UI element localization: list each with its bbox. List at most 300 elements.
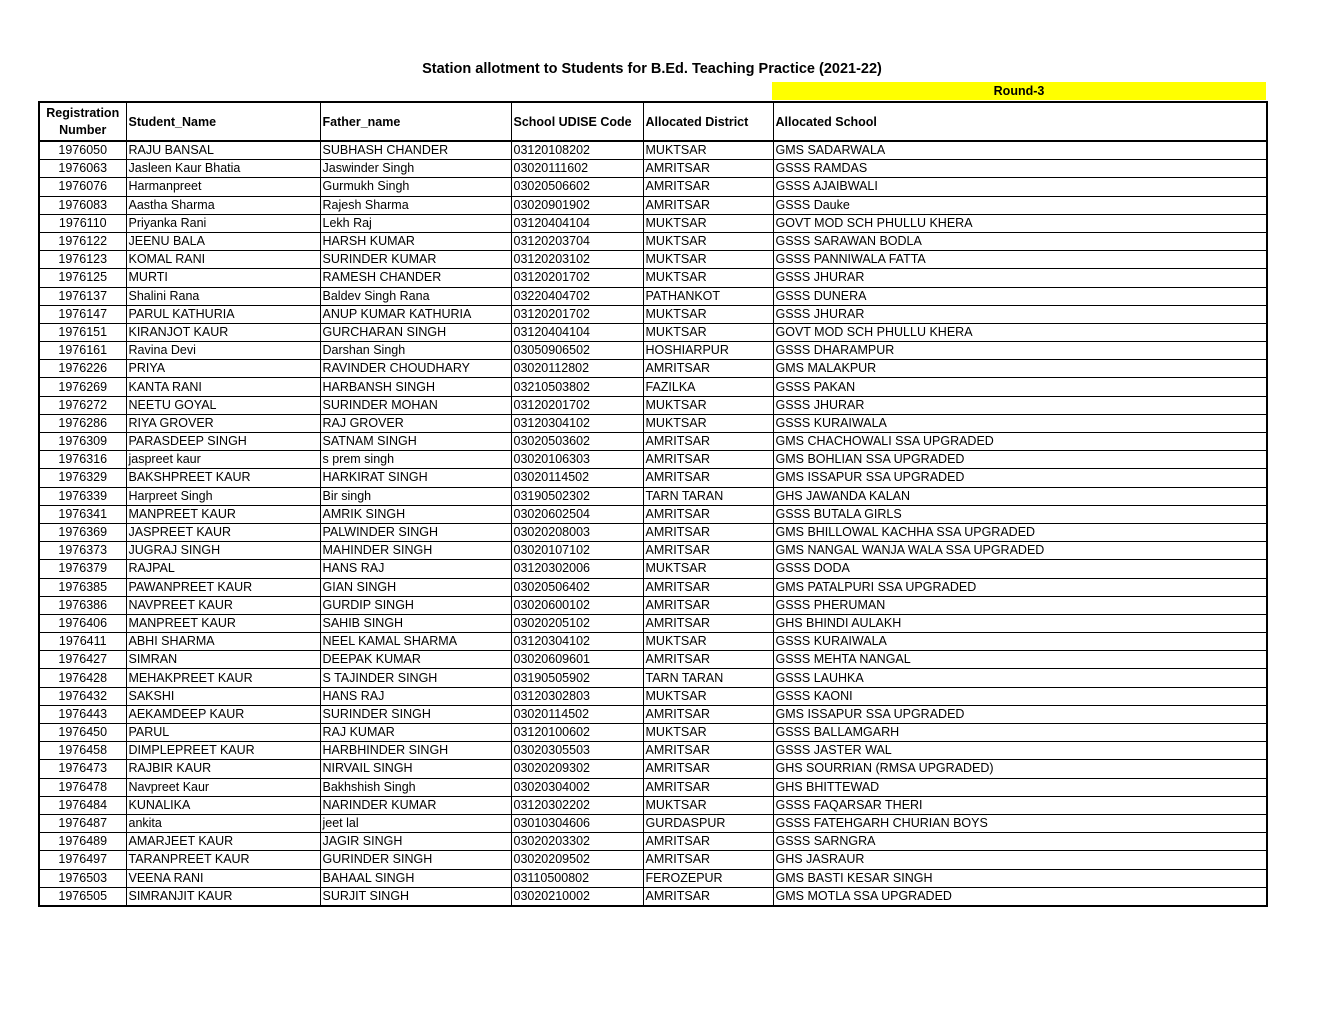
table-row [39,560,1267,578]
registration-cell: 1976489 [39,833,126,851]
table-row [39,378,1267,396]
school-cell: GHS BHINDI AULAKH [773,614,1267,632]
header-row [39,102,1267,141]
student-name-cell: Aastha Sharma [126,196,320,214]
school-cell: GSSS AJAIBWALI [773,178,1267,196]
student-name-cell: ABHI SHARMA [126,633,320,651]
father-name-cell: SATNAM SINGH [320,433,511,451]
udise-code-cell: 03120203704 [511,232,643,250]
father-name-cell: jeet lal [320,814,511,832]
district-cell: FEROZEPUR [643,869,773,887]
udise-code-cell: 03020112802 [511,360,643,378]
student-name-cell: MANPREET KAUR [126,614,320,632]
district-cell: AMRITSAR [643,433,773,451]
student-name-cell: DIMPLEPREET KAUR [126,742,320,760]
father-name-cell: HARKIRAT SINGH [320,469,511,487]
table-row [39,578,1267,596]
student-name-cell: Harpreet Singh [126,487,320,505]
table-row [39,141,1267,160]
school-cell: GMS MOTLA SSA UPGRADED [773,887,1267,906]
father-name-cell: HANS RAJ [320,560,511,578]
table-row [39,651,1267,669]
registration-cell: 1976341 [39,505,126,523]
table-row [39,269,1267,287]
registration-cell: 1976432 [39,687,126,705]
student-name-cell: PARASDEEP SINGH [126,433,320,451]
father-name-cell: PALWINDER SINGH [320,523,511,541]
father-name-cell: Baldev Singh Rana [320,287,511,305]
student-name-cell: BAKSHPREET KAUR [126,469,320,487]
school-cell: GOVT MOD SCH PHULLU KHERA [773,323,1267,341]
student-name-cell: KANTA RANI [126,378,320,396]
table-row [39,887,1267,906]
father-name-cell: GIAN SINGH [320,578,511,596]
table-row [39,523,1267,541]
registration-cell: 1976487 [39,814,126,832]
round-label: Round-3 [772,82,1266,100]
father-name-cell: HARBANSH SINGH [320,378,511,396]
student-name-cell: AMARJEET KAUR [126,833,320,851]
udise-code-cell: 03020203302 [511,833,643,851]
udise-code-cell: 03120404104 [511,323,643,341]
father-name-cell: AMRIK SINGH [320,505,511,523]
student-name-cell: SIMRAN [126,651,320,669]
student-name-cell: Priyanka Rani [126,214,320,232]
registration-cell: 1976125 [39,269,126,287]
school-cell: GMS ISSAPUR SSA UPGRADED [773,705,1267,723]
registration-cell: 1976161 [39,342,126,360]
father-name-cell: JAGIR SINGH [320,833,511,851]
registration-cell: 1976226 [39,360,126,378]
udise-code-cell: 03020503602 [511,433,643,451]
district-cell: MUKTSAR [643,305,773,323]
student-name-cell: NEETU GOYAL [126,396,320,414]
student-name-cell: AEKAMDEEP KAUR [126,705,320,723]
student-name-cell: SAKSHI [126,687,320,705]
registration-cell: 1976458 [39,742,126,760]
table-row [39,742,1267,760]
school-cell: GMS MALAKPUR [773,360,1267,378]
registration-cell: 1976316 [39,451,126,469]
father-name-cell: NIRVAIL SINGH [320,760,511,778]
father-name-cell: Jaswinder Singh [320,160,511,178]
school-cell: GOVT MOD SCH PHULLU KHERA [773,214,1267,232]
school-cell: GMS NANGAL WANJA WALA SSA UPGRADED [773,542,1267,560]
school-cell: GHS JASRAUR [773,851,1267,869]
student-name-cell: KOMAL RANI [126,251,320,269]
district-cell: AMRITSAR [643,760,773,778]
father-name-cell: Rajesh Sharma [320,196,511,214]
table-body [39,141,1267,906]
district-cell: AMRITSAR [643,651,773,669]
registration-cell: 1976269 [39,378,126,396]
udise-code-cell: 03020600102 [511,596,643,614]
udise-code-cell: 03020114502 [511,469,643,487]
district-cell: MUKTSAR [643,141,773,160]
student-name-cell: Navpreet Kaur [126,778,320,796]
table-row [39,214,1267,232]
registration-cell: 1976272 [39,396,126,414]
registration-cell: 1976373 [39,542,126,560]
registration-cell: 1976076 [39,178,126,196]
school-cell: GSSS Dauke [773,196,1267,214]
udise-code-cell: 03120302803 [511,687,643,705]
school-cell: GSSS DUNERA [773,287,1267,305]
student-name-cell: NAVPREET KAUR [126,596,320,614]
father-name-cell: SURJIT SINGH [320,887,511,906]
table-row [39,469,1267,487]
student-name-cell: Shalini Rana [126,287,320,305]
header-student-name: Student_Name [126,102,320,141]
table-row [39,778,1267,796]
udise-code-cell: 03220404702 [511,287,643,305]
school-cell: GSSS SARAWAN BODLA [773,232,1267,250]
school-cell: GSSS SARNGRA [773,833,1267,851]
district-cell: PATHANKOT [643,287,773,305]
udise-code-cell: 03120201702 [511,269,643,287]
student-name-cell: RAJPAL [126,560,320,578]
table-row [39,414,1267,432]
registration-cell: 1976110 [39,214,126,232]
district-cell: AMRITSAR [643,196,773,214]
registration-cell: 1976063 [39,160,126,178]
father-name-cell: SURINDER SINGH [320,705,511,723]
table-row [39,487,1267,505]
registration-cell: 1976385 [39,578,126,596]
school-cell: GMS BHILLOWAL KACHHA SSA UPGRADED [773,523,1267,541]
registration-cell: 1976123 [39,251,126,269]
father-name-cell: NARINDER KUMAR [320,796,511,814]
school-cell: GMS PATALPURI SSA UPGRADED [773,578,1267,596]
district-cell: MUKTSAR [643,323,773,341]
table-row [39,833,1267,851]
udise-code-cell: 03120302202 [511,796,643,814]
table-row [39,796,1267,814]
registration-cell: 1976450 [39,724,126,742]
udise-code-cell: 03020209302 [511,760,643,778]
school-cell: GHS SOURRIAN (RMSA UPGRADED) [773,760,1267,778]
udise-code-cell: 03020114502 [511,705,643,723]
table-row [39,687,1267,705]
student-name-cell: PARUL KATHURIA [126,305,320,323]
udise-code-cell: 03020609601 [511,651,643,669]
school-cell: GHS BHITTEWAD [773,778,1267,796]
district-cell: MUKTSAR [643,633,773,651]
udise-code-cell: 03010304606 [511,814,643,832]
udise-code-cell: 03020205102 [511,614,643,632]
registration-cell: 1976503 [39,869,126,887]
district-cell: AMRITSAR [643,451,773,469]
header-reg-line1: Registration [46,105,120,120]
registration-cell: 1976309 [39,433,126,451]
udise-code-cell: 03020901902 [511,196,643,214]
allotment-table [38,101,1268,907]
udise-code-cell: 03190502302 [511,487,643,505]
registration-cell: 1976050 [39,141,126,160]
header-udise-code: School UDISE Code [511,102,643,141]
school-cell: GSSS PANNIWALA FATTA [773,251,1267,269]
udise-code-cell: 03020106303 [511,451,643,469]
school-cell: GSSS MEHTA NANGAL [773,651,1267,669]
school-cell: GSSS FATEHGARH CHURIAN BOYS [773,814,1267,832]
table-row [39,305,1267,323]
registration-cell: 1976505 [39,887,126,906]
father-name-cell: RAVINDER CHOUDHARY [320,360,511,378]
school-cell: GSSS FAQARSAR THERI [773,796,1267,814]
father-name-cell: RAJ GROVER [320,414,511,432]
registration-cell: 1976484 [39,796,126,814]
registration-cell: 1976478 [39,778,126,796]
student-name-cell: ankita [126,814,320,832]
student-name-cell: MANPREET KAUR [126,505,320,523]
registration-cell: 1976497 [39,851,126,869]
father-name-cell: RAJ KUMAR [320,724,511,742]
school-cell: GSSS BUTALA GIRLS [773,505,1267,523]
father-name-cell: HANS RAJ [320,687,511,705]
udise-code-cell: 03020107102 [511,542,643,560]
table-row [39,196,1267,214]
district-cell: MUKTSAR [643,796,773,814]
school-cell: GSSS KAONI [773,687,1267,705]
udise-code-cell: 03020111602 [511,160,643,178]
district-cell: AMRITSAR [643,851,773,869]
header-allocated-school: Allocated School [773,102,1267,141]
table-row [39,542,1267,560]
student-name-cell: PAWANPREET KAUR [126,578,320,596]
table-row [39,160,1267,178]
district-cell: MUKTSAR [643,251,773,269]
table-row [39,342,1267,360]
father-name-cell: NEEL KAMAL SHARMA [320,633,511,651]
school-cell: GMS CHACHOWALI SSA UPGRADED [773,433,1267,451]
table-row [39,232,1267,250]
registration-cell: 1976147 [39,305,126,323]
table-row [39,760,1267,778]
table-row [39,396,1267,414]
registration-cell: 1976473 [39,760,126,778]
student-name-cell: MURTI [126,269,320,287]
district-cell: MUKTSAR [643,214,773,232]
student-name-cell: VEENA RANI [126,869,320,887]
father-name-cell: ANUP KUMAR KATHURIA [320,305,511,323]
header-registration-number [39,102,126,141]
registration-cell: 1976386 [39,596,126,614]
school-cell: GSSS JHURAR [773,396,1267,414]
udise-code-cell: 03020305503 [511,742,643,760]
udise-code-cell: 03120404104 [511,214,643,232]
father-name-cell: HARBHINDER SINGH [320,742,511,760]
district-cell: AMRITSAR [643,160,773,178]
student-name-cell: KUNALIKA [126,796,320,814]
student-name-cell: PARUL [126,724,320,742]
udise-code-cell: 03120201702 [511,305,643,323]
udise-code-cell: 03020304002 [511,778,643,796]
district-cell: AMRITSAR [643,778,773,796]
udise-code-cell: 03020506602 [511,178,643,196]
table-row [39,669,1267,687]
father-name-cell: GURINDER SINGH [320,851,511,869]
district-cell: AMRITSAR [643,523,773,541]
father-name-cell: Bir singh [320,487,511,505]
udise-code-cell: 03210503802 [511,378,643,396]
udise-code-cell: 03120203102 [511,251,643,269]
district-cell: AMRITSAR [643,505,773,523]
father-name-cell: SUBHASH CHANDER [320,141,511,160]
district-cell: AMRITSAR [643,469,773,487]
district-cell: AMRITSAR [643,178,773,196]
district-cell: MUKTSAR [643,724,773,742]
table-row [39,433,1267,451]
school-cell: GSSS BALLAMGARH [773,724,1267,742]
district-cell: TARN TARAN [643,487,773,505]
udise-code-cell: 03120302006 [511,560,643,578]
district-cell: MUKTSAR [643,269,773,287]
header-allocated-district: Allocated District [643,102,773,141]
district-cell: MUKTSAR [643,687,773,705]
table-row [39,814,1267,832]
registration-cell: 1976329 [39,469,126,487]
student-name-cell: JEENU BALA [126,232,320,250]
udise-code-cell: 03020506402 [511,578,643,596]
student-name-cell: SIMRANJIT KAUR [126,887,320,906]
table-row [39,251,1267,269]
school-cell: GSSS DHARAMPUR [773,342,1267,360]
registration-cell: 1976151 [39,323,126,341]
school-cell: GMS BASTI KESAR SINGH [773,869,1267,887]
district-cell: MUKTSAR [643,232,773,250]
school-cell: GSSS JHURAR [773,305,1267,323]
udise-code-cell: 03020602504 [511,505,643,523]
registration-cell: 1976428 [39,669,126,687]
udise-code-cell: 03120304102 [511,414,643,432]
registration-cell: 1976369 [39,523,126,541]
district-cell: FAZILKA [643,378,773,396]
table-row [39,851,1267,869]
district-cell: AMRITSAR [643,360,773,378]
table-row [39,451,1267,469]
table-row [39,724,1267,742]
father-name-cell: BAHAAL SINGH [320,869,511,887]
district-cell: MUKTSAR [643,414,773,432]
father-name-cell: Gurmukh Singh [320,178,511,196]
district-cell: AMRITSAR [643,578,773,596]
district-cell: GURDASPUR [643,814,773,832]
district-cell: TARN TARAN [643,669,773,687]
father-name-cell: RAMESH CHANDER [320,269,511,287]
school-cell: GMS ISSAPUR SSA UPGRADED [773,469,1267,487]
school-cell: GSSS KURAIWALA [773,633,1267,651]
udise-code-cell: 03120108202 [511,141,643,160]
school-cell: GSSS RAMDAS [773,160,1267,178]
school-cell: GSSS JASTER WAL [773,742,1267,760]
father-name-cell: SURINDER MOHAN [320,396,511,414]
header-reg-line2: Number [59,122,107,137]
district-cell: MUKTSAR [643,396,773,414]
student-name-cell: Harmanpreet [126,178,320,196]
registration-cell: 1976339 [39,487,126,505]
udise-code-cell: 03020209502 [511,851,643,869]
table-row [39,323,1267,341]
udise-code-cell: 03110500802 [511,869,643,887]
udise-code-cell: 03120100602 [511,724,643,742]
student-name-cell: KIRANJOT KAUR [126,323,320,341]
district-cell: AMRITSAR [643,705,773,723]
district-cell: AMRITSAR [643,742,773,760]
table-row [39,614,1267,632]
school-cell: GSSS KURAIWALA [773,414,1267,432]
udise-code-cell: 03120201702 [511,396,643,414]
father-name-cell: s prem singh [320,451,511,469]
student-name-cell: PRIYA [126,360,320,378]
school-cell: GSSS LAUHKA [773,669,1267,687]
header-father-name: Father_name [320,102,511,141]
table-row [39,705,1267,723]
table-row [39,178,1267,196]
school-cell: GSSS PAKAN [773,378,1267,396]
father-name-cell: GURCHARAN SINGH [320,323,511,341]
table-row [39,505,1267,523]
registration-cell: 1976137 [39,287,126,305]
student-name-cell: Ravina Devi [126,342,320,360]
udise-code-cell: 03050906502 [511,342,643,360]
school-cell: GMS SADARWALA [773,141,1267,160]
udise-code-cell: 03120304102 [511,633,643,651]
udise-code-cell: 03020208003 [511,523,643,541]
father-name-cell: SAHIB SINGH [320,614,511,632]
father-name-cell: MAHINDER SINGH [320,542,511,560]
udise-code-cell: 03190505902 [511,669,643,687]
school-cell: GMS BOHLIAN SSA UPGRADED [773,451,1267,469]
father-name-cell: SURINDER KUMAR [320,251,511,269]
district-cell: AMRITSAR [643,887,773,906]
school-cell: GSSS JHURAR [773,269,1267,287]
student-name-cell: RIYA GROVER [126,414,320,432]
registration-cell: 1976427 [39,651,126,669]
district-cell: AMRITSAR [643,833,773,851]
table-row [39,596,1267,614]
registration-cell: 1976286 [39,414,126,432]
district-cell: MUKTSAR [643,560,773,578]
father-name-cell: HARSH KUMAR [320,232,511,250]
table-row [39,869,1267,887]
registration-cell: 1976379 [39,560,126,578]
father-name-cell: GURDIP SINGH [320,596,511,614]
district-cell: AMRITSAR [643,614,773,632]
school-cell: GHS JAWANDA KALAN [773,487,1267,505]
registration-cell: 1976443 [39,705,126,723]
father-name-cell: Darshan Singh [320,342,511,360]
father-name-cell: Bakhshish Singh [320,778,511,796]
registration-cell: 1976083 [39,196,126,214]
student-name-cell: JASPREET KAUR [126,523,320,541]
father-name-cell: S TAJINDER SINGH [320,669,511,687]
udise-code-cell: 03020210002 [511,887,643,906]
district-cell: AMRITSAR [643,596,773,614]
student-name-cell: Jasleen Kaur Bhatia [126,160,320,178]
student-name-cell: TARANPREET KAUR [126,851,320,869]
student-name-cell: RAJBIR KAUR [126,760,320,778]
school-cell: GSSS DODA [773,560,1267,578]
student-name-cell: RAJU BANSAL [126,141,320,160]
table-row [39,360,1267,378]
student-name-cell: jaspreet kaur [126,451,320,469]
student-name-cell: MEHAKPREET KAUR [126,669,320,687]
district-cell: HOSHIARPUR [643,342,773,360]
table-row [39,287,1267,305]
school-cell: GSSS PHERUMAN [773,596,1267,614]
father-name-cell: DEEPAK KUMAR [320,651,511,669]
student-name-cell: JUGRAJ SINGH [126,542,320,560]
